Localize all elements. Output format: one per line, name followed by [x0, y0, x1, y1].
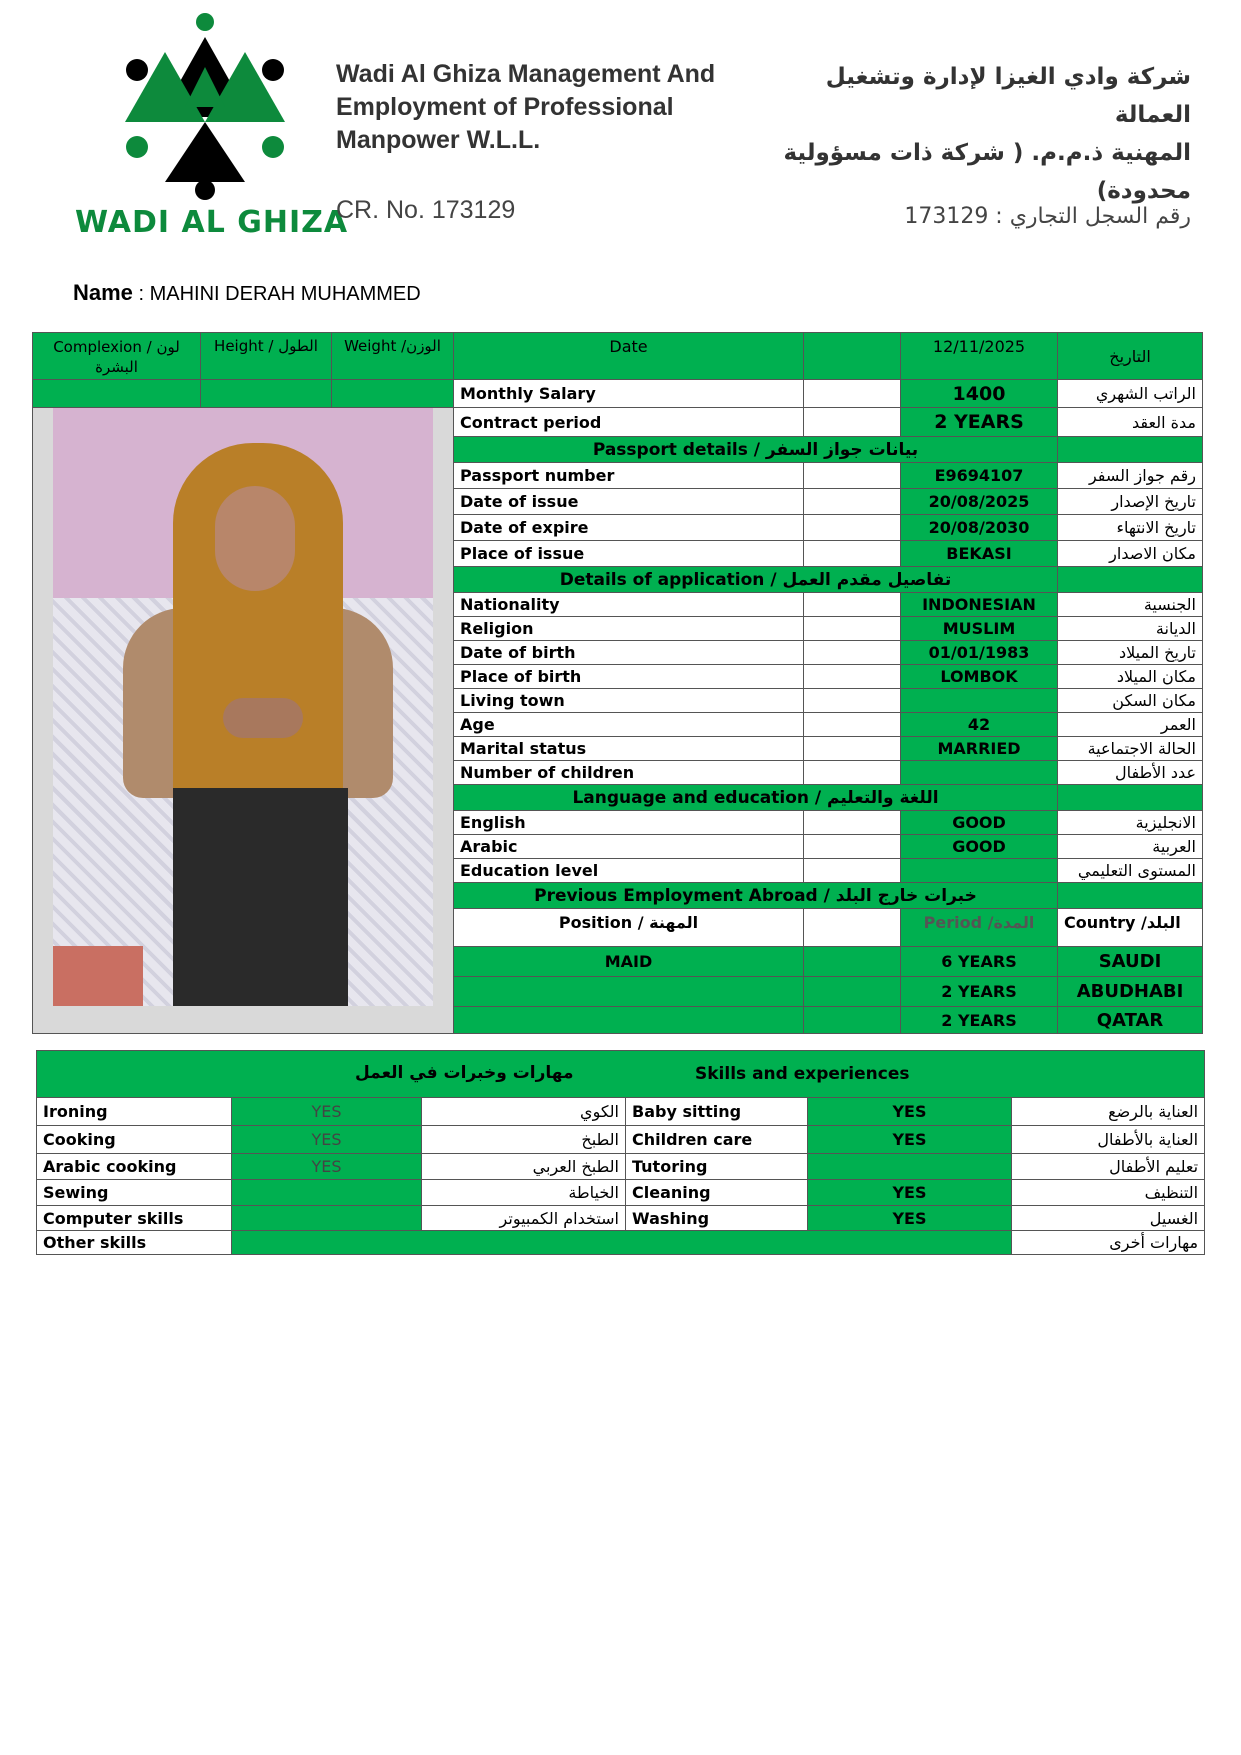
- salary-value: 1400: [901, 380, 1058, 408]
- company-name-en-line: Employment of Professional: [336, 93, 674, 121]
- skills-title-ar: مهارات وخبرات في العمل: [355, 1063, 574, 1083]
- empty-cell: [804, 641, 901, 665]
- skills-title-en: Skills and experiences: [695, 1064, 910, 1084]
- expire-date-value: 20/08/2030: [901, 515, 1058, 541]
- empty-cell: [804, 333, 901, 380]
- company-name-ar-line: المهنية ذ.م.م. ( شركة ذات مسؤولية: [783, 140, 1191, 166]
- expire-date-label-ar: تاريخ الانتهاء: [1058, 515, 1203, 541]
- education-value: [901, 859, 1058, 883]
- age-value: 42: [901, 713, 1058, 737]
- empty-cell: [1058, 883, 1203, 909]
- skill-label: Baby sitting: [626, 1098, 808, 1126]
- salary-label: Monthly Salary: [454, 380, 804, 408]
- contract-label: Contract period: [454, 408, 804, 437]
- empty-cell: [804, 713, 901, 737]
- passport-number-label: Passport number: [454, 463, 804, 489]
- employment-country: QATAR: [1058, 1007, 1203, 1034]
- skill-label-ar: العناية بالرضع: [1012, 1098, 1205, 1126]
- birth-date-label-ar: تاريخ الميلاد: [1058, 641, 1203, 665]
- arabic-label: Arabic: [454, 835, 804, 859]
- children-label: Number of children: [454, 761, 804, 785]
- arabic-value: GOOD: [901, 835, 1058, 859]
- issue-date-label-ar: تاريخ الإصدار: [1058, 489, 1203, 515]
- employment-country: SAUDI: [1058, 947, 1203, 977]
- contract-value: 2 YEARS: [901, 408, 1058, 437]
- skill-value: [232, 1206, 422, 1231]
- issue-place-label-ar: مكان الاصدار: [1058, 541, 1203, 567]
- other-skills-value: [232, 1231, 1012, 1255]
- passport-number-label-ar: رقم جواز السفر: [1058, 463, 1203, 489]
- height-header: Height / الطول: [201, 333, 332, 380]
- skill-label: Washing: [626, 1206, 808, 1231]
- religion-value: MUSLIM: [901, 617, 1058, 641]
- employment-position: [454, 977, 804, 1007]
- logo-wordmark: WADI AL GHIZA: [75, 205, 349, 240]
- name-value: : MAHINI DERAH MUHAMMED: [138, 283, 421, 305]
- weight-header: Weight /الوزن: [332, 333, 454, 380]
- employment-section-title: Previous Employment Abroad / خبرات خارج البلد: [454, 883, 1058, 909]
- period-header: Period /المدة: [901, 909, 1058, 947]
- complexion-header: Complexion / لون البشرة: [33, 333, 201, 380]
- issue-place-label: Place of issue: [454, 541, 804, 567]
- empty-cell: [804, 689, 901, 713]
- date-label: Date: [454, 333, 804, 380]
- issue-date-label: Date of issue: [454, 489, 804, 515]
- english-label-ar: الانجليزية: [1058, 811, 1203, 835]
- name-label: Name: [73, 280, 133, 305]
- children-label-ar: عدد الأطفال: [1058, 761, 1203, 785]
- skill-value: YES: [232, 1126, 422, 1154]
- empty-cell: [1058, 567, 1203, 593]
- weight-value: [332, 380, 454, 408]
- company-name-en: [336, 58, 715, 157]
- company-name-ar: [761, 58, 1191, 210]
- skill-label: Sewing: [37, 1180, 232, 1206]
- skill-label-ar: الكوي: [422, 1098, 626, 1126]
- employment-position: [454, 1007, 804, 1034]
- other-skills-label: Other skills: [37, 1231, 232, 1255]
- english-label: English: [454, 811, 804, 835]
- date-label-ar: التاريخ: [1058, 333, 1203, 380]
- empty-cell: [804, 859, 901, 883]
- issue-place-value: BEKASI: [901, 541, 1058, 567]
- skill-value: YES: [232, 1098, 422, 1126]
- marital-status-label: Marital status: [454, 737, 804, 761]
- candidate-name: [73, 280, 421, 306]
- skill-label-ar: الطبخ: [422, 1126, 626, 1154]
- skill-label-ar: العناية بالأطفال: [1012, 1126, 1205, 1154]
- empty-cell: [804, 947, 901, 977]
- cr-number-ar: رقم السجل التجاري : 173129: [904, 204, 1191, 229]
- birth-date-value: 01/01/1983: [901, 641, 1058, 665]
- nationality-label-ar: الجنسية: [1058, 593, 1203, 617]
- education-label: Education level: [454, 859, 804, 883]
- skill-label: Cooking: [37, 1126, 232, 1154]
- empty-cell: [1058, 437, 1203, 463]
- passport-number-value: E9694107: [901, 463, 1058, 489]
- marital-status-label-ar: الحالة الاجتماعية: [1058, 737, 1203, 761]
- skill-value: YES: [808, 1098, 1012, 1126]
- empty-cell: [804, 1007, 901, 1034]
- empty-cell: [804, 380, 901, 408]
- country-header: Country /البلد: [1058, 909, 1203, 947]
- empty-cell: [804, 515, 901, 541]
- complexion-value: [33, 380, 201, 408]
- empty-cell: [804, 408, 901, 437]
- empty-cell: [804, 617, 901, 641]
- empty-cell: [804, 761, 901, 785]
- employment-period: 2 YEARS: [901, 1007, 1058, 1034]
- skill-label: Children care: [626, 1126, 808, 1154]
- birth-place-value: LOMBOK: [901, 665, 1058, 689]
- employment-period: 6 YEARS: [901, 947, 1058, 977]
- skill-label-ar: تعليم الأطفال: [1012, 1154, 1205, 1180]
- employment-period: 2 YEARS: [901, 977, 1058, 1007]
- skill-label: Ironing: [37, 1098, 232, 1126]
- religion-label-ar: الديانة: [1058, 617, 1203, 641]
- company-logo: [120, 12, 290, 202]
- empty-cell: [804, 665, 901, 689]
- language-section-title: Language and education / اللغة والتعليم: [454, 785, 1058, 811]
- position-header: Position / المهنة: [454, 909, 804, 947]
- other-skills-label-ar: مهارات أخرى: [1012, 1231, 1205, 1255]
- empty-cell: [804, 909, 901, 947]
- birth-place-label-ar: مكان الميلاد: [1058, 665, 1203, 689]
- skill-label-ar: الغسيل: [1012, 1206, 1205, 1231]
- candidate-photo: [53, 408, 433, 1006]
- cr-number-en: CR. No. 173129: [336, 196, 516, 224]
- company-name-en-line: Wadi Al Ghiza Management And: [336, 60, 716, 88]
- birth-date-label: Date of birth: [454, 641, 804, 665]
- empty-cell: [804, 811, 901, 835]
- empty-cell: [804, 593, 901, 617]
- employment-country: ABUDHABI: [1058, 977, 1203, 1007]
- company-name-en-line: Manpower W.L.L.: [336, 126, 541, 154]
- age-label-ar: العمر: [1058, 713, 1203, 737]
- passport-section-title: Passport details / بيانات جواز السفر: [454, 437, 1058, 463]
- living-town-label: Living town: [454, 689, 804, 713]
- living-town-label-ar: مكان السكن: [1058, 689, 1203, 713]
- english-value: GOOD: [901, 811, 1058, 835]
- application-section-title: Details of application / تفاصيل مقدم العمل: [454, 567, 1058, 593]
- empty-cell: [804, 835, 901, 859]
- skill-value: YES: [808, 1180, 1012, 1206]
- children-value: [901, 761, 1058, 785]
- skill-label-ar: الخياطة: [422, 1180, 626, 1206]
- skill-label: Computer skills: [37, 1206, 232, 1231]
- empty-cell: [1058, 785, 1203, 811]
- living-town-value: [901, 689, 1058, 713]
- religion-label: Religion: [454, 617, 804, 641]
- nationality-label: Nationality: [454, 593, 804, 617]
- skill-label: Cleaning: [626, 1180, 808, 1206]
- nationality-value: INDONESIAN: [901, 593, 1058, 617]
- skill-label: Arabic cooking: [37, 1154, 232, 1180]
- marital-status-value: MARRIED: [901, 737, 1058, 761]
- empty-cell: [804, 541, 901, 567]
- skills-table: [36, 1050, 1205, 1255]
- skill-value: [808, 1154, 1012, 1180]
- salary-label-ar: الراتب الشهري: [1058, 380, 1203, 408]
- birth-place-label: Place of birth: [454, 665, 804, 689]
- education-label-ar: المستوى التعليمي: [1058, 859, 1203, 883]
- skills-header: [37, 1051, 1205, 1098]
- skill-value: YES: [808, 1126, 1012, 1154]
- skill-label-ar: التنظيف: [1012, 1180, 1205, 1206]
- expire-date-label: Date of expire: [454, 515, 804, 541]
- company-name-ar-line: شركة وادي الغيزا لإدارة وتشغيل العمالة: [825, 64, 1191, 128]
- height-value: [201, 380, 332, 408]
- age-label: Age: [454, 713, 804, 737]
- empty-cell: [804, 737, 901, 761]
- empty-cell: [804, 463, 901, 489]
- cv-main-table: [32, 332, 1203, 1034]
- empty-cell: [804, 977, 901, 1007]
- skill-value: YES: [232, 1154, 422, 1180]
- contract-label-ar: مدة العقد: [1058, 408, 1203, 437]
- photo-cell: [33, 408, 454, 1034]
- skill-value: [232, 1180, 422, 1206]
- skill-label: Tutoring: [626, 1154, 808, 1180]
- skill-label-ar: الطبخ العربي: [422, 1154, 626, 1180]
- issue-date-value: 20/08/2025: [901, 489, 1058, 515]
- company-name-ar-line: محدودة): [1096, 178, 1191, 204]
- employment-position: MAID: [454, 947, 804, 977]
- skill-label-ar: استخدام الكمبيوتر: [422, 1206, 626, 1231]
- empty-cell: [804, 489, 901, 515]
- date-value: 12/11/2025: [901, 333, 1058, 380]
- skill-value: YES: [808, 1206, 1012, 1231]
- arabic-label-ar: العربية: [1058, 835, 1203, 859]
